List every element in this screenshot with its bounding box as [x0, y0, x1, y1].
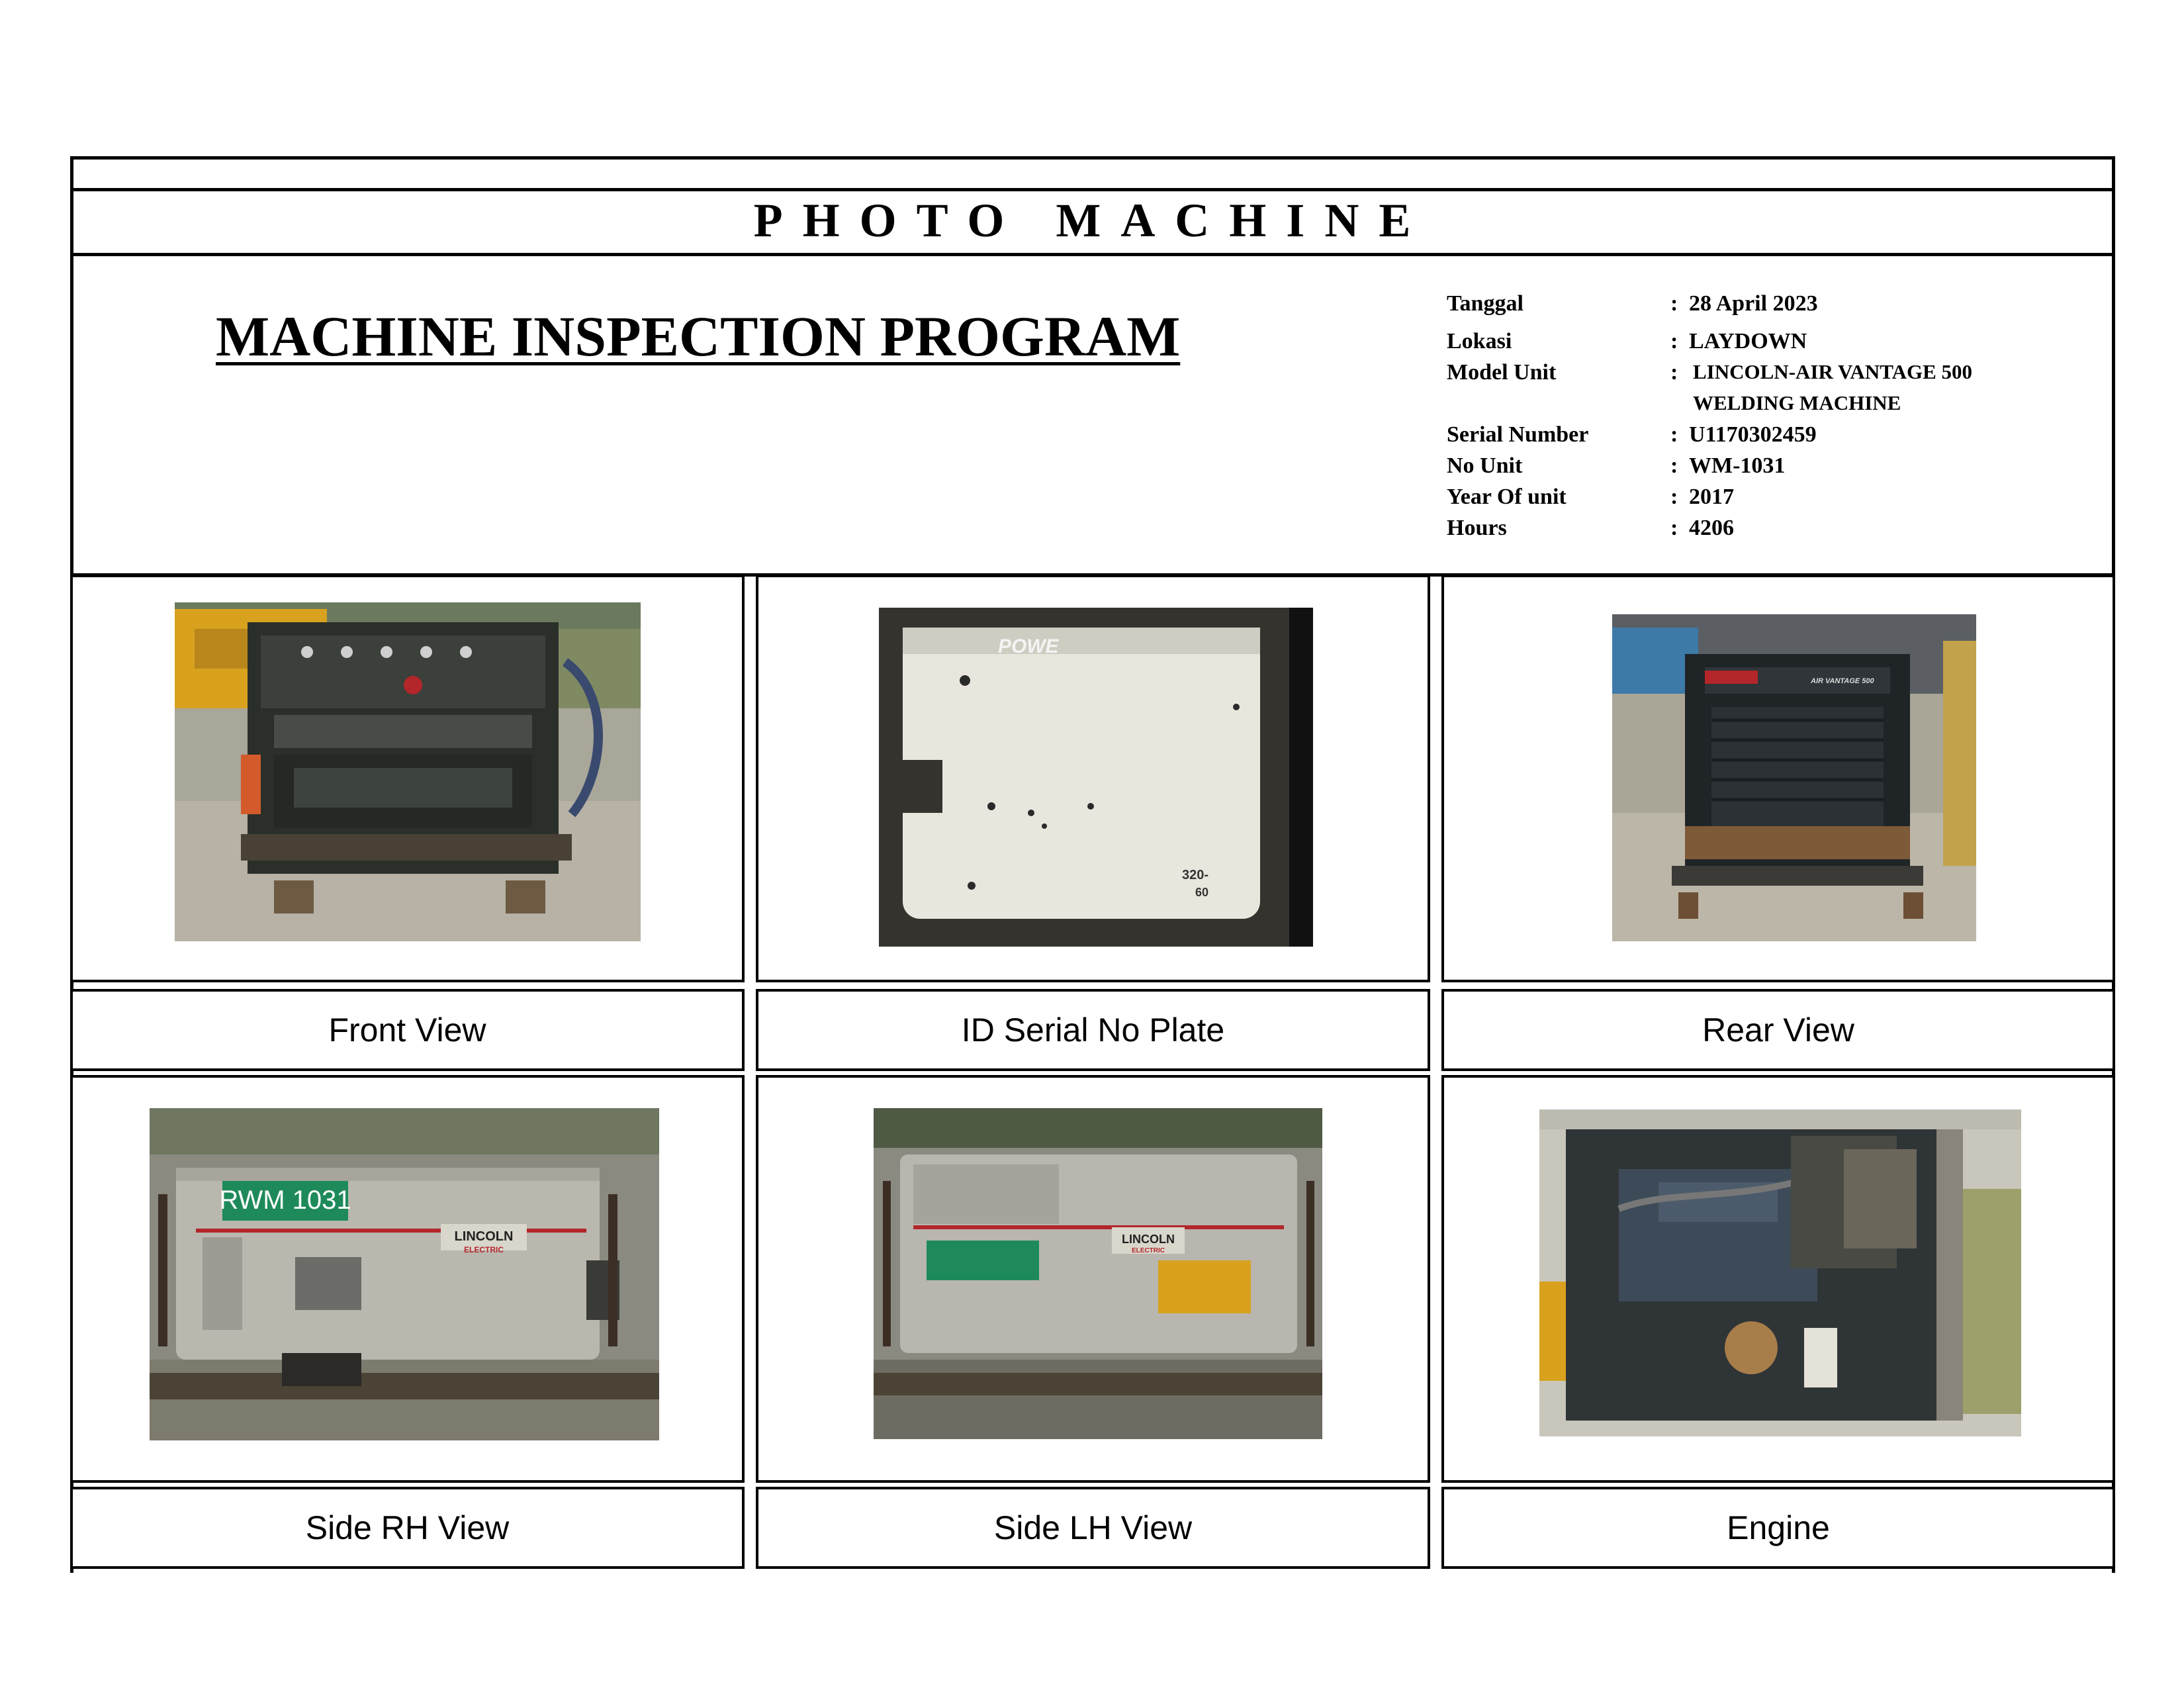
rh-unit-tag-text: RWM 1031 [219, 1186, 351, 1215]
serial-plate-photo [879, 608, 1313, 947]
plate-num1-text: 320- [1182, 868, 1209, 882]
model-value-line1: LINCOLN-AIR VANTAGE 500 [1693, 360, 1973, 383]
serial-value: U1170302459 [1689, 422, 1817, 447]
hours-label: Hours [1447, 516, 1507, 540]
side-lh-photo [874, 1108, 1322, 1439]
label-engine: Engine [1441, 1487, 2115, 1569]
tanggal-value: 28 April 2023 [1689, 291, 1818, 316]
lokasi-value: LAYDOWN [1689, 329, 1807, 353]
label-side-rh-view: Side RH View [70, 1487, 745, 1569]
program-title: MACHINE INSPECTION PROGRAM [216, 305, 1181, 368]
header-divider-top [70, 188, 2115, 191]
rear-view-photo [1612, 614, 1976, 941]
nounit-colon: : [1670, 453, 1678, 478]
side-rh-photo [150, 1108, 659, 1440]
lh-brand-text: LINCOLN [1122, 1233, 1175, 1246]
tanggal-label: Tanggal [1447, 291, 1524, 316]
year-value: 2017 [1689, 485, 1734, 509]
plate-brand-text: POWE [998, 635, 1059, 657]
label-rear-view: Rear View [1441, 989, 2115, 1071]
rh-brand-text: LINCOLN [454, 1229, 514, 1244]
tanggal-colon: : [1670, 291, 1678, 316]
model-value-line2: WELDING MACHINE [1693, 391, 1901, 414]
header-divider-bottom [70, 253, 2115, 256]
rh-brand-sub-text: ELECTRIC [464, 1245, 504, 1254]
serial-colon: : [1670, 422, 1678, 447]
engine-photo [1539, 1109, 2021, 1436]
plate-num2-text: 60 [1195, 886, 1209, 899]
label-front-view: Front View [70, 989, 745, 1071]
lokasi-label: Lokasi [1447, 329, 1512, 353]
lokasi-colon: : [1670, 329, 1678, 353]
hours-colon: : [1670, 516, 1678, 540]
year-label: Year Of unit [1447, 485, 1567, 509]
document-heading: PHOTO MACHINE [753, 194, 1431, 247]
label-serial-plate: ID Serial No Plate [756, 989, 1430, 1071]
label-side-lh-view: Side LH View [756, 1487, 1430, 1569]
hours-value: 4206 [1689, 516, 1734, 540]
model-colon: : [1670, 360, 1678, 385]
year-colon: : [1670, 485, 1678, 509]
nounit-label: No Unit [1447, 453, 1523, 478]
front-view-photo [175, 602, 641, 941]
lh-brand-sub-text: ELECTRIC [1132, 1247, 1165, 1254]
serial-label: Serial Number [1447, 422, 1589, 447]
rear-badge-text: AIR VANTAGE 500 [1811, 677, 1874, 685]
model-label: Model Unit [1447, 360, 1557, 385]
nounit-value: WM-1031 [1689, 453, 1786, 478]
